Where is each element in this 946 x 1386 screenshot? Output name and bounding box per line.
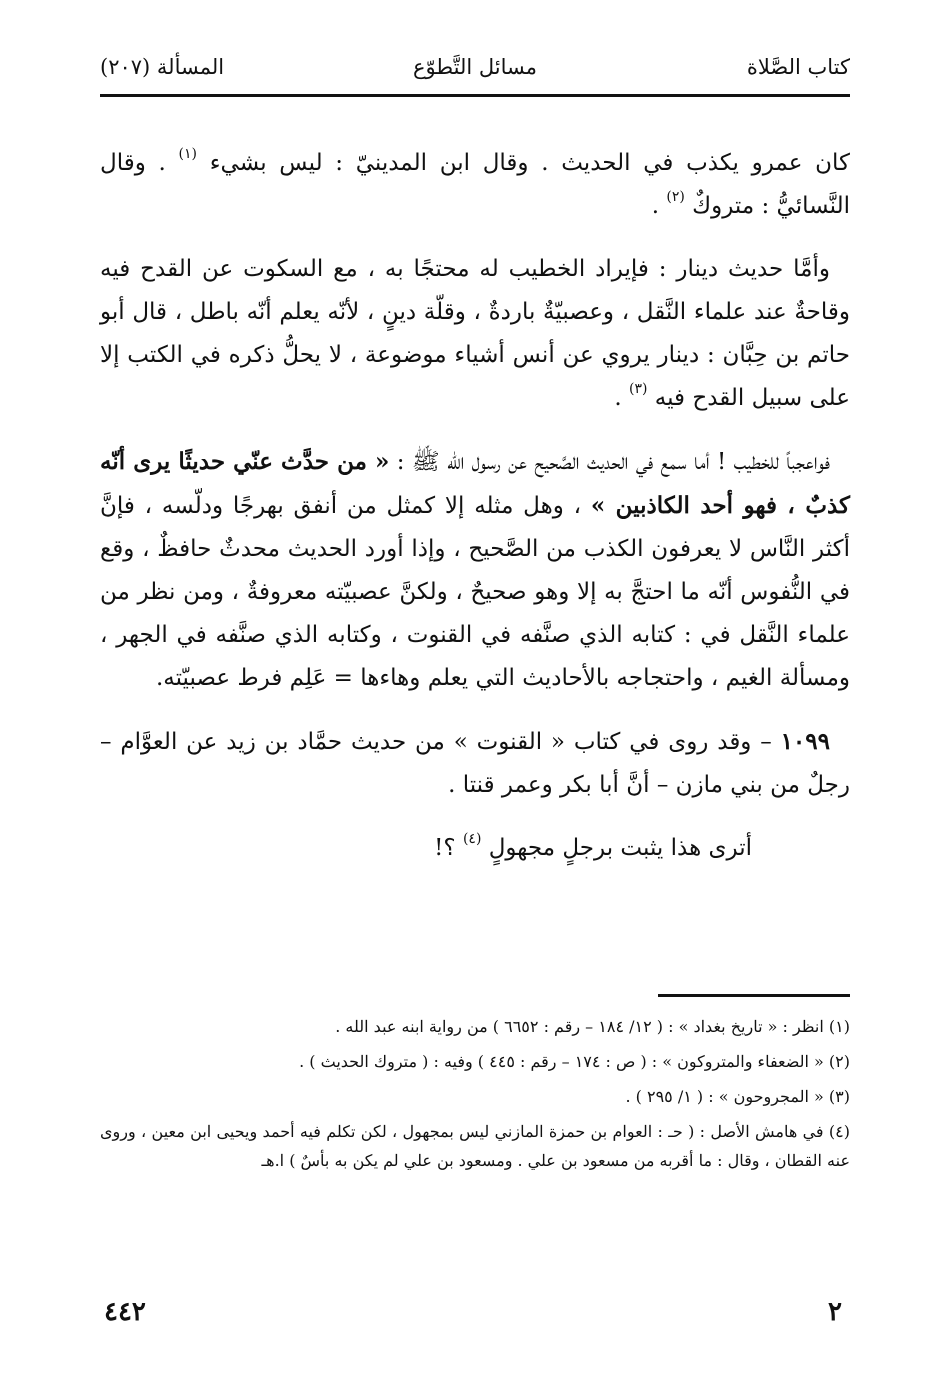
- footnote-4: (٤) في هامش الأصل : ( حـ : العوام بن حمزة المازني ليس بمجهول ، لكن تكلم فيه أحمد ويحيى ابن معين ، وروى عنه القطان ، وقال : ما أقربه من مسعود بن علي . ومسعود بن علي لم يكن به بأسٌ ) ا.هـ: [100, 1122, 850, 1170]
- paragraph-1-text-c: .: [651, 193, 667, 219]
- footnote-ref-3: (٣): [628, 381, 648, 397]
- footnote-divider: [658, 994, 850, 997]
- volume-number: ٢: [828, 1297, 842, 1327]
- footnote-ref-1: (١): [178, 146, 197, 162]
- footnote-ref-4: (٤): [462, 831, 482, 847]
- footnote-3: (٣) « المجروحون » : ( ١/ ٢٩٥ ) .: [625, 1087, 850, 1106]
- header-book-title: كتاب الصَّلاة: [746, 55, 850, 79]
- paragraph-5: [100, 827, 850, 870]
- paragraph-3-text-a: فواعجباً للخطيب ! أما سمع في الحديث الصَّحيح عن رسول الله ﷺ :: [389, 449, 830, 475]
- hadith-quote: « من حدَّث عنّي حديثًا يرى أنّه كذبٌ ، فهو أحد الكاذبين »: [100, 448, 850, 519]
- paragraph-1-text-b: . وقال النَّسائيُّ : متروكٌ: [100, 150, 850, 219]
- paragraph-4-text: – وقد روى في كتاب « القنوت » من حديث حمَّاد بن زيد عن العوَّام – رجلٌ من بني مازن – أنَّ أبا بكر وعمر قنتا .: [100, 729, 850, 798]
- item-number: ١٠٩٩: [780, 728, 830, 755]
- page-number: ٤٤٢: [104, 1297, 146, 1327]
- paragraph-5-text-a: أترى هذا يثبت برجلٍ مجهولٍ: [488, 835, 752, 861]
- paragraph-2-text-a: وأمَّا حديث دينار : فإيراد الخطيب له محتجًا به ، مع السكوت عن القدح فيه وقاحةٌ عند علماء النَّقل ، وعصبيّةٌ باردةٌ ، وقلّة دينٍ ، لأنّه يعلم أنّه باطل ، قال أبو حاتم بن حِبَّان : دينار يروي عن أنس أشياء موضوعة ، لا يحلُّ ذكره في الكتب إلا على سبيل القدح فيه: [100, 256, 850, 411]
- paragraph-4: [100, 720, 850, 807]
- paragraph-1: [100, 142, 850, 228]
- header-issue-number: المسألة (٢٠٧): [100, 55, 225, 79]
- paragraph-3: [100, 440, 850, 700]
- footnote-1: (١) انظر : « تاريخ بغداد » : ( ١٢/ ١٨٤ – رقم : ٦٦٥٢ ) من رواية ابنه عبد الله .: [335, 1017, 850, 1036]
- paragraph-2-text-b: .: [614, 385, 629, 411]
- paragraph-1-text-a: كان عمرو يكذب في الحديث . وقال ابن المدينيّ : ليس بشيء: [209, 150, 850, 176]
- footnote-ref-2: (٢): [666, 189, 685, 205]
- footnotes: [100, 1012, 850, 1181]
- footnote-2: (٢) « الضعفاء والمتروكون » : ( ص : ١٧٤ – رقم : ٤٤٥ ) وفيه : ( متروك الحديث ) .: [299, 1052, 850, 1071]
- paragraph-2: [100, 248, 850, 420]
- header-divider: [100, 94, 850, 97]
- paragraph-5-text-b: ؟!: [434, 835, 463, 861]
- paragraph-3-text-b: ، وهل مثله إلا كمثل من أنفق بهرجًا ودلّسه ، فإنَّ أكثر النَّاس لا يعرفون الكذب من الصَّحيح ، وإذا أورد الحديث محدثٌ حافظٌ ، وقع في النُّفوس أنّه ما احتجَّ به إلا وهو صحيحٌ ، ولكنَّ عصبيّته معروفةٌ ، ومن نظر من علماء النَّقل في : كتابه الذي صنَّفه في القنوت ، وكتابه الذي صنَّفه في الجهر ، ومسألة الغيم ، واحتجاجه بالأحاديث التي يعلم وهاءها = عَلِم فرط عصبيّته.: [100, 493, 850, 691]
- page-footer: [100, 1296, 850, 1336]
- header-chapter-title: مسائل التَّطوّع: [413, 55, 537, 79]
- running-header: [100, 52, 850, 92]
- main-text: [100, 142, 850, 890]
